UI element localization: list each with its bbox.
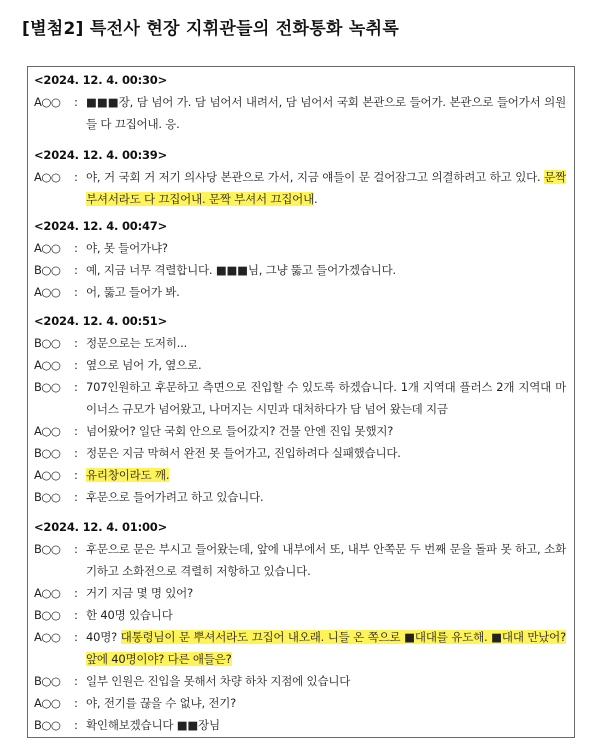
colon: :: [74, 630, 78, 644]
utterance: 야, 못 들어가냐?: [86, 241, 168, 255]
speaker: B○○: [34, 446, 61, 460]
speaker: B○○: [34, 542, 61, 556]
speaker: B○○: [34, 380, 61, 394]
transcript-line: [34, 237, 566, 259]
speaker: B○○: [34, 263, 61, 277]
utterance: 후문으로 들어가려고 하고 있습니다.: [86, 490, 264, 504]
speaker: A○○: [34, 241, 61, 255]
colon: :: [74, 170, 78, 184]
colon: :: [74, 608, 78, 622]
transcript-line: [34, 604, 566, 626]
transcript-section: [34, 69, 566, 135]
colon: :: [74, 542, 78, 556]
transcript-line: [34, 420, 566, 442]
speaker: A○○: [34, 170, 61, 184]
transcript-line: [34, 464, 566, 486]
transcript-line: [34, 582, 566, 604]
timestamp: <2024. 12. 4. 00:47>: [34, 219, 168, 233]
speaker: A○○: [34, 696, 61, 710]
colon: :: [74, 241, 78, 255]
speaker: A○○: [34, 424, 61, 438]
transcript-line: [34, 354, 566, 376]
colon: :: [74, 718, 78, 732]
speaker: B○○: [34, 674, 61, 688]
colon: :: [74, 285, 78, 299]
colon: :: [74, 380, 78, 394]
utterance: 정문은 지금 막혀서 완전 못 들어가고, 진입하려다 실패했습니다.: [86, 446, 401, 460]
transcript-section: [34, 144, 566, 210]
document-title: [별첨2] 특전사 현장 지휘관들의 전화통화 녹취록: [22, 19, 400, 39]
transcript-line: [34, 281, 566, 303]
utterance: [86, 464, 566, 486]
utterance: ■■■장, 담 넘어 가. 담 넘어서 내려서, 담 넘어서 국회 본관으로 들어가. 본관으로 들어가서 의원들 다 끄집어내. 응.: [86, 95, 566, 131]
transcript-section: [34, 215, 566, 303]
transcript-line: [34, 692, 566, 714]
speaker: B○○: [34, 336, 61, 350]
transcript-line: [34, 376, 566, 420]
utterance: 야, 전기를 끊을 수 없냐, 전기?: [86, 696, 237, 710]
utterance: 어, 뚫고 들어가 봐.: [86, 285, 180, 299]
utterance: 확인해보겠습니다 ■■장님: [86, 718, 220, 732]
transcript-line: [34, 259, 566, 281]
colon: :: [74, 424, 78, 438]
utterance-text: 40명?: [86, 630, 121, 644]
timestamp: <2024. 12. 4. 00:30>: [34, 73, 168, 87]
speaker: A○○: [34, 468, 61, 482]
colon: :: [74, 586, 78, 600]
colon: :: [74, 674, 78, 688]
transcript-line: [34, 538, 566, 582]
highlighted-text: 대통령님이 문 뿌셔서라도 끄집어 내오래. 니들 온 쪽으로 ■대대를 유도해. ■대대 만났어? 앞에 40명이야? 다른 애들은?: [86, 630, 566, 666]
utterance: 후문으로 문은 부시고 들어왔는데, 앞에 내부에서 또, 내부 안쪽문 두 번째 문을 돌파 못 하고, 소화기하고 소화전으로 격렬히 저항하고 있습니다.: [86, 542, 566, 578]
transcript-line: [34, 91, 566, 135]
utterance-suffix: .: [314, 192, 318, 206]
utterance: 옆으로 넘어 가, 옆으로.: [86, 358, 202, 372]
colon: :: [74, 490, 78, 504]
speaker: A○○: [34, 630, 61, 644]
utterance: 정문으로는 도저히...: [86, 336, 188, 350]
transcript-line: [34, 486, 566, 508]
colon: :: [74, 468, 78, 482]
colon: :: [74, 336, 78, 350]
transcript-line: [34, 442, 566, 464]
utterance: [86, 626, 566, 670]
colon: :: [74, 358, 78, 372]
utterance: 일부 인원은 진입을 못해서 차량 하차 지점에 있습니다: [86, 674, 351, 688]
utterance: 한 40명 있습니다: [86, 608, 173, 622]
utterance-text: 야, 거 국회 거 저기 의사당 본관으로 가서, 지금 얘들이 문 걸어잠그고 의결하려고 하고 있다.: [86, 170, 541, 184]
highlighted-text: 문짝 부셔서라도 다 끄집어내. 문짝 부셔서 끄집어내: [86, 170, 566, 206]
timestamp: <2024. 12. 4. 01:00>: [34, 520, 168, 534]
utterance: 707인원하고 후문하고 측면으로 진입할 수 있도록 하겠습니다. 1개 지역대 플러스 2개 지역대 마이너스 규모가 넘어왔고, 나머지는 시민과 대처하다가 담 넘어 왔는데 지금: [86, 380, 566, 416]
utterance: 넘어왔어? 일단 국회 안으로 들어갔지? 건물 안엔 진입 못했지?: [86, 424, 394, 438]
transcript-line: [34, 626, 566, 670]
transcript-line: [34, 166, 566, 210]
utterance: [86, 166, 566, 210]
speaker: B○○: [34, 490, 61, 504]
colon: :: [74, 263, 78, 277]
colon: :: [74, 446, 78, 460]
speaker: A○○: [34, 285, 61, 299]
transcript-box: [27, 66, 575, 738]
timestamp: <2024. 12. 4. 00:51>: [34, 314, 168, 328]
speaker: A○○: [34, 586, 61, 600]
speaker: A○○: [34, 358, 61, 372]
transcript-line: [34, 332, 566, 354]
transcript-line: [34, 670, 566, 692]
transcript-section: [34, 310, 566, 508]
utterance: 예, 지금 너무 격렬합니다. ■■■님, 그냥 뚫고 들어가겠습니다.: [86, 263, 397, 277]
utterance: 거기 지금 몇 명 있어?: [86, 586, 193, 600]
colon: :: [74, 696, 78, 710]
speaker: B○○: [34, 608, 61, 622]
timestamp: <2024. 12. 4. 00:39>: [34, 148, 168, 162]
speaker: B○○: [34, 718, 61, 732]
highlighted-text: 유리창이라도 깨.: [86, 468, 170, 482]
transcript-line: [34, 714, 566, 736]
speaker: A○○: [34, 95, 61, 109]
colon: :: [74, 95, 78, 109]
transcript-section: [34, 516, 566, 736]
